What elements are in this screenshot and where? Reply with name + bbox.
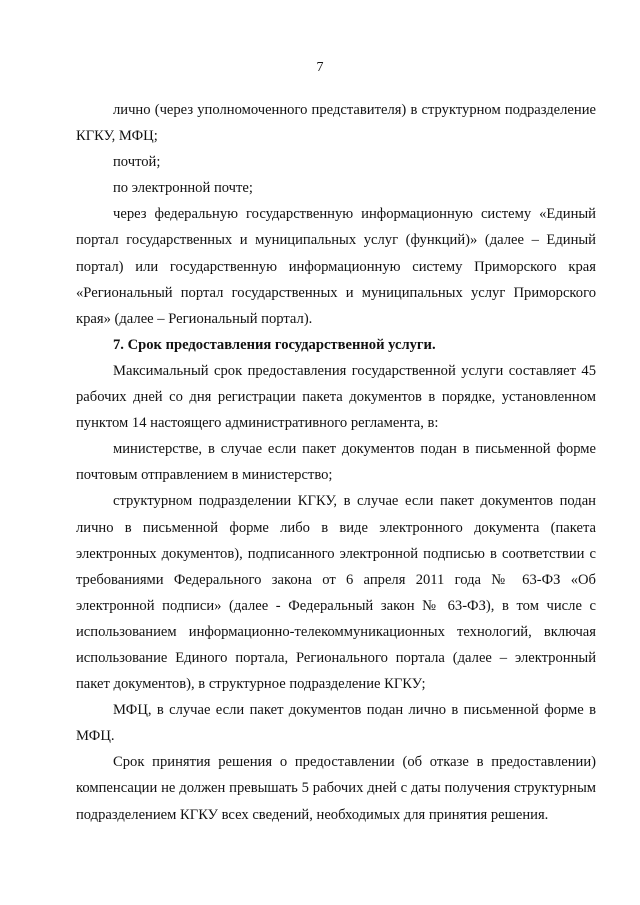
paragraph-ministry: министерстве, в случае если пакет документов подан в письменной форме почтовым отправлением в министерство; [76,441,596,484]
paragraph-kgku: структурном подразделении КГКУ, в случае если пакет документов подан лично в письменной форме либо в виде электронного документа (пакета электронных документов), подписанного электронной подписью в соответствии с требованиями Федерального закона от 6 апреля 2011 года № 63-ФЗ «Об электронной подписи» (далее - Федеральный закон № 63-ФЗ), в том числе с использованием информационно-телекоммуникационных технологий, включая использование Единого портала, Регионального портала (далее – электронный пакет документов), в структурное подразделение КГКУ; [76,493,596,693]
document-body [76,97,596,828]
section-heading: 7. Срок предоставления государственной услуги. [113,336,436,353]
paragraph-mfc: МФЦ, в случае если пакет документов подан лично в письменной форме в МФЦ. [76,702,596,745]
paragraph-max-term: Максимальный срок предоставления государственной услуги составляет 45 рабочих дней со дня регистрации пакета документов в порядке, установленном пунктом 14 настоящего административного регламента, в: [76,362,596,432]
paragraph-delivery-in-person: лично (через уполномоченного представителя) в структурном подразделение КГКУ, МФЦ; [76,102,596,145]
paragraph-delivery-portal: через федеральную государственную информационную систему «Единый портал государственных и муниципальных услуг (функций)» (далее – Единый портал) или государственную информационную систему Приморского края «Региональный портал государственных и муниципальных услуг Приморского края» (далее – Региональный портал). [76,206,596,327]
paragraph-delivery-post: почтой; [113,154,161,171]
paragraph-delivery-email: по электронной почте; [113,180,253,197]
paragraph-decision-term: Срок принятия решения о предоставлении (об отказе в предоставлении) компенсации не должен превышать 5 рабочих дней с даты получения структурным подразделением КГКУ всех сведений, необходимых для принятия решения. [76,754,596,823]
page-number: 7 [316,60,324,75]
